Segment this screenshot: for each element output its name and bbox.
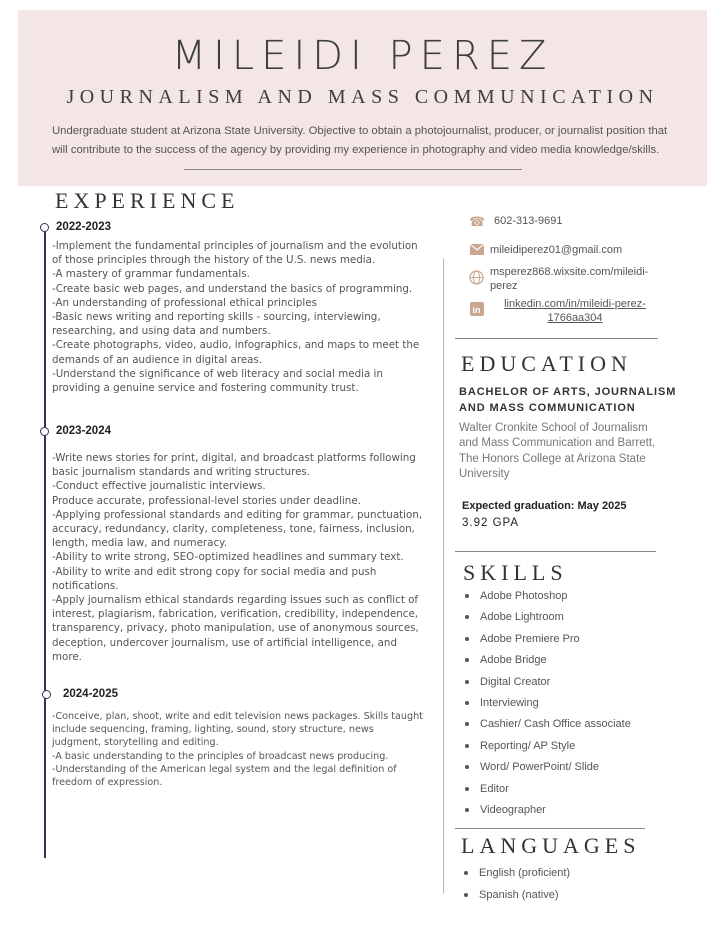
languages-list [463,866,570,909]
candidate-name: MILEIDI PEREZ [171,33,554,79]
website-url[interactable]: msperez868.wixsite.com/mileidi-perez [490,266,649,292]
experience-timeline [44,228,46,858]
contact-linkedin [469,297,660,325]
experience-heading: EXPERIENCE [55,188,240,213]
objective-text: Undergraduate student at Arizona State University. Objective to obtain a photojournalist, producer, or journalist position that will contribute to the success of the agency by providing my experience in photography and video media knowledge/skills. [52,125,668,156]
section-divider [455,338,658,339]
linkedin-url[interactable]: linkedin.com/in/mileidi-perez-1766aa304 [504,298,646,324]
skill-item: Editor [464,782,631,803]
skills-list [464,589,631,824]
section-divider [455,551,656,552]
contact-email [469,243,622,258]
school-name: Walter Cronkite School of Journalism and Mass Communication and Barrett, The Honors College at Arizona State University [459,422,656,480]
email-address[interactable]: mileidiperez01@gmail.com [490,244,623,256]
skill-item: Reporting/ AP Style [464,739,631,760]
degree-title: BACHELOR OF ARTS, JOURNALISM AND MASS COMMUNICATION [459,386,677,414]
experience-description: -Conceive, plan, shoot, write and edit television news packages. Skills taught include sequencing, framing, lighting, sound, story structure, news judgment, storytelling and editing. -A basic understanding to the principles of broadcast news producing. -Understanding of the American legal system and the legal definition of freedom of expression. [52,711,423,789]
section-divider [455,828,645,829]
svg-text:in: in [472,305,480,315]
column-divider [443,258,444,894]
skill-item: Adobe Premiere Pro [464,632,631,653]
contact-phone [469,214,563,229]
skill-item: Word/ PowerPoint/ Slide [464,760,631,781]
skill-item: Digital Creator [464,675,631,696]
mail-icon [469,243,484,258]
contact-website [469,265,658,293]
phone-number: 602-313-9691 [494,215,563,227]
phone-icon: ☎ [469,214,486,229]
experience-year: 2023-2024 [56,425,111,437]
languages-heading: LANGUAGES [461,833,641,858]
skills-heading: SKILLS [463,560,568,585]
experience-description: -Write news stories for print, digital, and broadcast platforms following basic journalism standards and writing structures. -Conduct effective journalistic interviews. Produce accurate, professional-level stories under deadline. -Applying professional standards and editing for grammar, punctuation, accuracy, redundancy, clarity, completeness, tone, fairness, inclusion, length, media law, and numeracy. -Ability to write strong, SEO-optimized headlines and summary text. -Ability to write and edit strong copy for social media and push notifications. -Apply journalism ethical standards regarding issues such as conflict of interest, plagiarism, fabrication, verification, credibility, independence, transparency, privacy, photo manipulation, use of anonymous sources, deception, undercover journalism, use of artificial intelligence, and more. [52,452,423,663]
expected-graduation: Expected graduation: May 2025 [462,500,627,512]
globe-icon [469,270,484,285]
skill-item: Adobe Photoshop [464,589,631,610]
skill-item: Cashier/ Cash Office associate [464,717,631,738]
experience-year: 2022-2023 [56,221,111,233]
education-heading: EDUCATION [461,351,632,376]
skill-item: Adobe Lightroom [464,610,631,631]
timeline-dot [40,223,49,232]
experience-description: -Implement the fundamental principles of journalism and the evolution of those principles through the history of the U.S. news media. -A mastery of grammar fundamentals. -Create basic web pages, and understand the basics of programming. -An understanding of professional ethical principles -Basic news writing and reporting skills - sourcing, interviewing, researching, and using data and numbers. -Create photographs, video, audio, infographics, and maps to meet the demands of an audience in digital areas. -Understand the significance of web literacy and social media in providing a genuine service and fostering community trust. [52,240,420,395]
language-item: Spanish (native) [463,888,570,910]
timeline-dot [42,690,51,699]
professional-title: JOURNALISM AND MASS COMMUNICATION [66,86,659,108]
skill-item: Adobe Bridge [464,653,631,674]
skill-item: Videographer [464,803,631,824]
timeline-dot [40,427,49,436]
experience-year: 2024-2025 [63,688,118,700]
language-item: English (proficient) [463,866,570,888]
header-divider [184,169,522,170]
linkedin-icon [469,302,484,317]
gpa: 3.92 GPA [462,517,520,529]
skill-item: Interviewing [464,696,631,717]
